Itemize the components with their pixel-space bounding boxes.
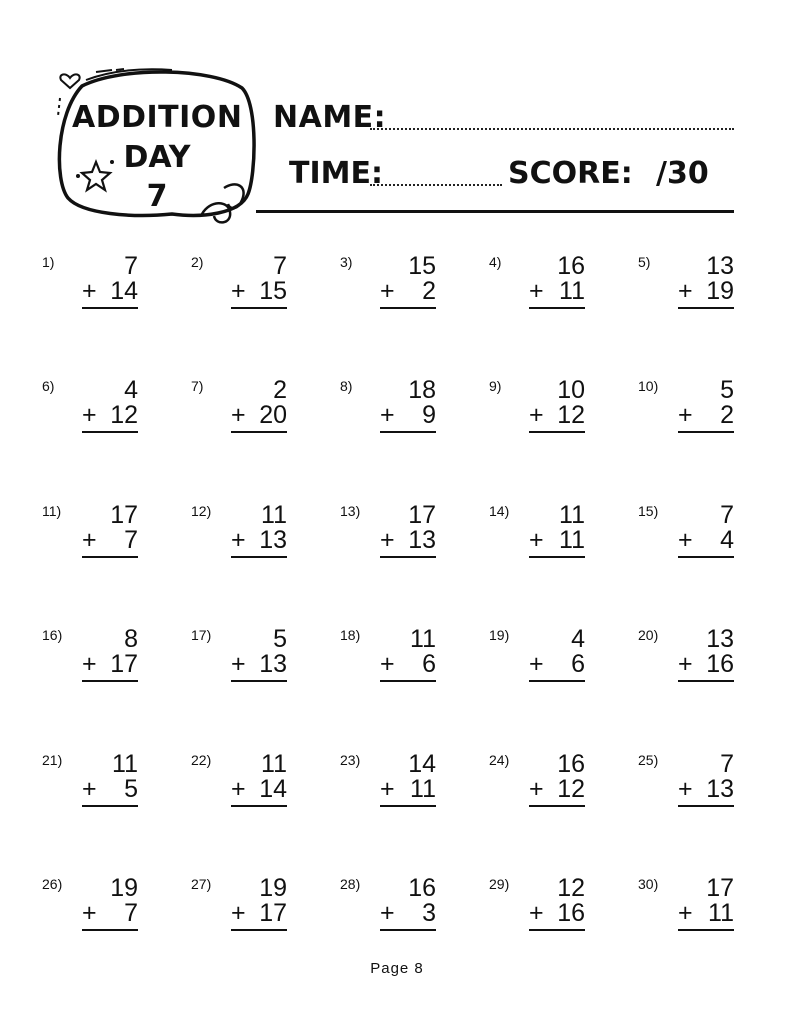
first-addend: 15 [408,252,436,280]
first-addend: 14 [408,750,436,778]
problem-body [231,752,287,807]
second-addend: 13 [259,650,287,678]
second-addend: 13 [259,526,287,554]
badge-day-number: 7 [146,179,168,214]
problem-number: 2) [191,254,204,270]
problems-grid [42,254,762,944]
addend-row [678,652,734,682]
problem-body [380,627,436,682]
plus-sign: + [529,277,544,305]
problem-27 [191,876,291,956]
addend-row [529,528,585,558]
problem-body [380,254,436,309]
second-addend: 11 [708,899,734,927]
problem-number: 22) [191,752,212,768]
problem-26 [42,876,142,956]
addend-row [231,279,287,309]
addend-row [529,279,585,309]
addend-row [380,403,436,433]
first-addend: 5 [720,376,734,404]
problem-20 [638,627,738,707]
first-addend: 12 [557,874,585,902]
problem-number: 21) [42,752,63,768]
plus-sign: + [82,401,97,429]
problem-body [82,378,138,433]
problem-number: 12) [191,503,212,519]
time-label: TIME: [289,156,383,191]
problem-30 [638,876,738,956]
second-addend: 13 [706,775,734,803]
problem-body [529,254,585,309]
first-addend: 17 [408,501,436,529]
score-total: /30 [656,156,709,191]
problem-body [231,503,287,558]
problem-10 [638,378,738,458]
problem-number: 17) [191,627,212,643]
badge-title: ADDITION [72,100,243,135]
addend-row [82,279,138,309]
first-addend: 4 [124,376,138,404]
name-label: NAME: [273,100,387,135]
problem-29 [489,876,589,956]
problem-22 [191,752,291,832]
problem-body [82,254,138,309]
first-addend: 7 [273,252,287,280]
problem-17 [191,627,291,707]
second-addend: 12 [557,775,585,803]
addend-row [380,652,436,682]
addend-row [678,279,734,309]
problem-body [529,378,585,433]
problem-number: 7) [191,378,204,394]
problem-number: 28) [340,876,361,892]
score-label: SCORE: [508,156,633,191]
problem-number: 23) [340,752,361,768]
first-addend: 16 [557,252,585,280]
problem-number: 5) [638,254,651,270]
plus-sign: + [82,899,97,927]
second-addend: 16 [706,650,734,678]
first-addend: 10 [557,376,585,404]
problem-2 [191,254,291,334]
first-addend: 5 [273,625,287,653]
problem-body [678,254,734,309]
addend-row [231,777,287,807]
problem-number: 26) [42,876,63,892]
second-addend: 20 [259,401,287,429]
first-addend: 16 [557,750,585,778]
plus-sign: + [380,526,395,554]
addend-row [82,652,138,682]
problem-28 [340,876,440,956]
problem-18 [340,627,440,707]
first-addend: 11 [112,750,138,778]
time-field[interactable] [370,184,502,186]
first-addend: 4 [571,625,585,653]
problem-9 [489,378,589,458]
addend-row [380,279,436,309]
addend-row [231,652,287,682]
plus-sign: + [231,775,246,803]
problem-number: 14) [489,503,510,519]
problem-body [678,378,734,433]
plus-sign: + [231,277,246,305]
addend-row [231,528,287,558]
problem-number: 4) [489,254,502,270]
second-addend: 14 [110,277,138,305]
second-addend: 14 [259,775,287,803]
problem-3 [340,254,440,334]
second-addend: 16 [557,899,585,927]
addend-row [678,528,734,558]
second-addend: 12 [557,401,585,429]
first-addend: 7 [720,750,734,778]
plus-sign: + [82,650,97,678]
problem-number: 8) [340,378,353,394]
first-addend: 11 [410,625,436,653]
problem-number: 3) [340,254,353,270]
plus-sign: + [678,650,693,678]
second-addend: 12 [110,401,138,429]
problem-number: 11) [42,503,62,519]
addend-row [380,528,436,558]
problem-19 [489,627,589,707]
problem-body [678,627,734,682]
plus-sign: + [529,401,544,429]
title-badge [52,64,262,234]
badge-day-label: DAY [123,140,191,175]
second-addend: 6 [571,650,585,678]
problem-24 [489,752,589,832]
addend-row [678,777,734,807]
problem-7 [191,378,291,458]
second-addend: 13 [408,526,436,554]
problem-15 [638,503,738,583]
plus-sign: + [678,277,693,305]
problem-4 [489,254,589,334]
problem-12 [191,503,291,583]
addend-row [529,901,585,931]
second-addend: 17 [110,650,138,678]
problem-5 [638,254,738,334]
plus-sign: + [82,526,97,554]
first-addend: 11 [261,750,287,778]
problem-body [82,503,138,558]
problem-body [529,627,585,682]
first-addend: 7 [124,252,138,280]
problem-body [529,876,585,931]
problem-body [231,876,287,931]
problem-number: 30) [638,876,659,892]
problem-number: 10) [638,378,659,394]
problem-number: 29) [489,876,510,892]
plus-sign: + [380,401,395,429]
problem-body [82,627,138,682]
header-divider [256,210,734,213]
first-addend: 16 [408,874,436,902]
problem-body [380,378,436,433]
addend-row [678,901,734,931]
problem-body [231,627,287,682]
first-addend: 2 [273,376,287,404]
problem-number: 24) [489,752,510,768]
problem-body [231,378,287,433]
problem-body [380,876,436,931]
first-addend: 19 [259,874,287,902]
addend-row [380,901,436,931]
plus-sign: + [231,650,246,678]
problem-body [82,876,138,931]
plus-sign: + [231,401,246,429]
addend-row [529,652,585,682]
problem-body [231,254,287,309]
addend-row [82,403,138,433]
plus-sign: + [529,899,544,927]
problem-number: 19) [489,627,510,643]
first-addend: 17 [706,874,734,902]
problem-1 [42,254,142,334]
first-addend: 13 [706,252,734,280]
addend-row [231,901,287,931]
problem-23 [340,752,440,832]
problem-body [529,503,585,558]
plus-sign: + [380,899,395,927]
second-addend: 11 [559,277,585,305]
plus-sign: + [678,526,693,554]
second-addend: 4 [720,526,734,554]
problem-body [380,752,436,807]
first-addend: 13 [706,625,734,653]
plus-sign: + [82,775,97,803]
plus-sign: + [380,650,395,678]
second-addend: 2 [422,277,436,305]
second-addend: 2 [720,401,734,429]
first-addend: 11 [261,501,287,529]
problem-body [678,503,734,558]
problem-body [678,752,734,807]
problem-number: 9) [489,378,502,394]
problem-number: 6) [42,378,55,394]
second-addend: 15 [259,277,287,305]
problem-body [380,503,436,558]
problem-16 [42,627,142,707]
second-addend: 11 [410,775,436,803]
problem-25 [638,752,738,832]
problem-21 [42,752,142,832]
problem-number: 13) [340,503,361,519]
plus-sign: + [380,277,395,305]
name-field[interactable] [370,128,734,130]
problem-number: 20) [638,627,659,643]
problem-body [678,876,734,931]
page-number: Page 8 [370,960,424,977]
second-addend: 5 [124,775,138,803]
second-addend: 17 [259,899,287,927]
addend-row [529,403,585,433]
plus-sign: + [529,775,544,803]
addend-row [82,901,138,931]
addend-row [231,403,287,433]
plus-sign: + [529,526,544,554]
addend-row [82,528,138,558]
first-addend: 11 [559,501,585,529]
problem-number: 16) [42,627,63,643]
first-addend: 8 [124,625,138,653]
problem-number: 27) [191,876,212,892]
problem-number: 1) [42,254,55,270]
plus-sign: + [529,650,544,678]
problem-number: 15) [638,503,659,519]
second-addend: 9 [422,401,436,429]
second-addend: 7 [124,899,138,927]
first-addend: 19 [110,874,138,902]
second-addend: 19 [706,277,734,305]
plus-sign: + [678,899,693,927]
addend-row [380,777,436,807]
problem-14 [489,503,589,583]
problem-6 [42,378,142,458]
second-addend: 3 [422,899,436,927]
second-addend: 6 [422,650,436,678]
problem-8 [340,378,440,458]
problem-13 [340,503,440,583]
plus-sign: + [231,526,246,554]
problem-number: 18) [340,627,361,643]
first-addend: 17 [110,501,138,529]
first-addend: 7 [720,501,734,529]
plus-sign: + [231,899,246,927]
plus-sign: + [82,277,97,305]
first-addend: 18 [408,376,436,404]
plus-sign: + [380,775,395,803]
problem-11 [42,503,142,583]
addend-row [529,777,585,807]
problem-body [529,752,585,807]
addend-row [82,777,138,807]
plus-sign: + [678,401,693,429]
addend-row [678,403,734,433]
problem-body [82,752,138,807]
plus-sign: + [678,775,693,803]
second-addend: 11 [559,526,585,554]
problem-number: 25) [638,752,659,768]
second-addend: 7 [124,526,138,554]
